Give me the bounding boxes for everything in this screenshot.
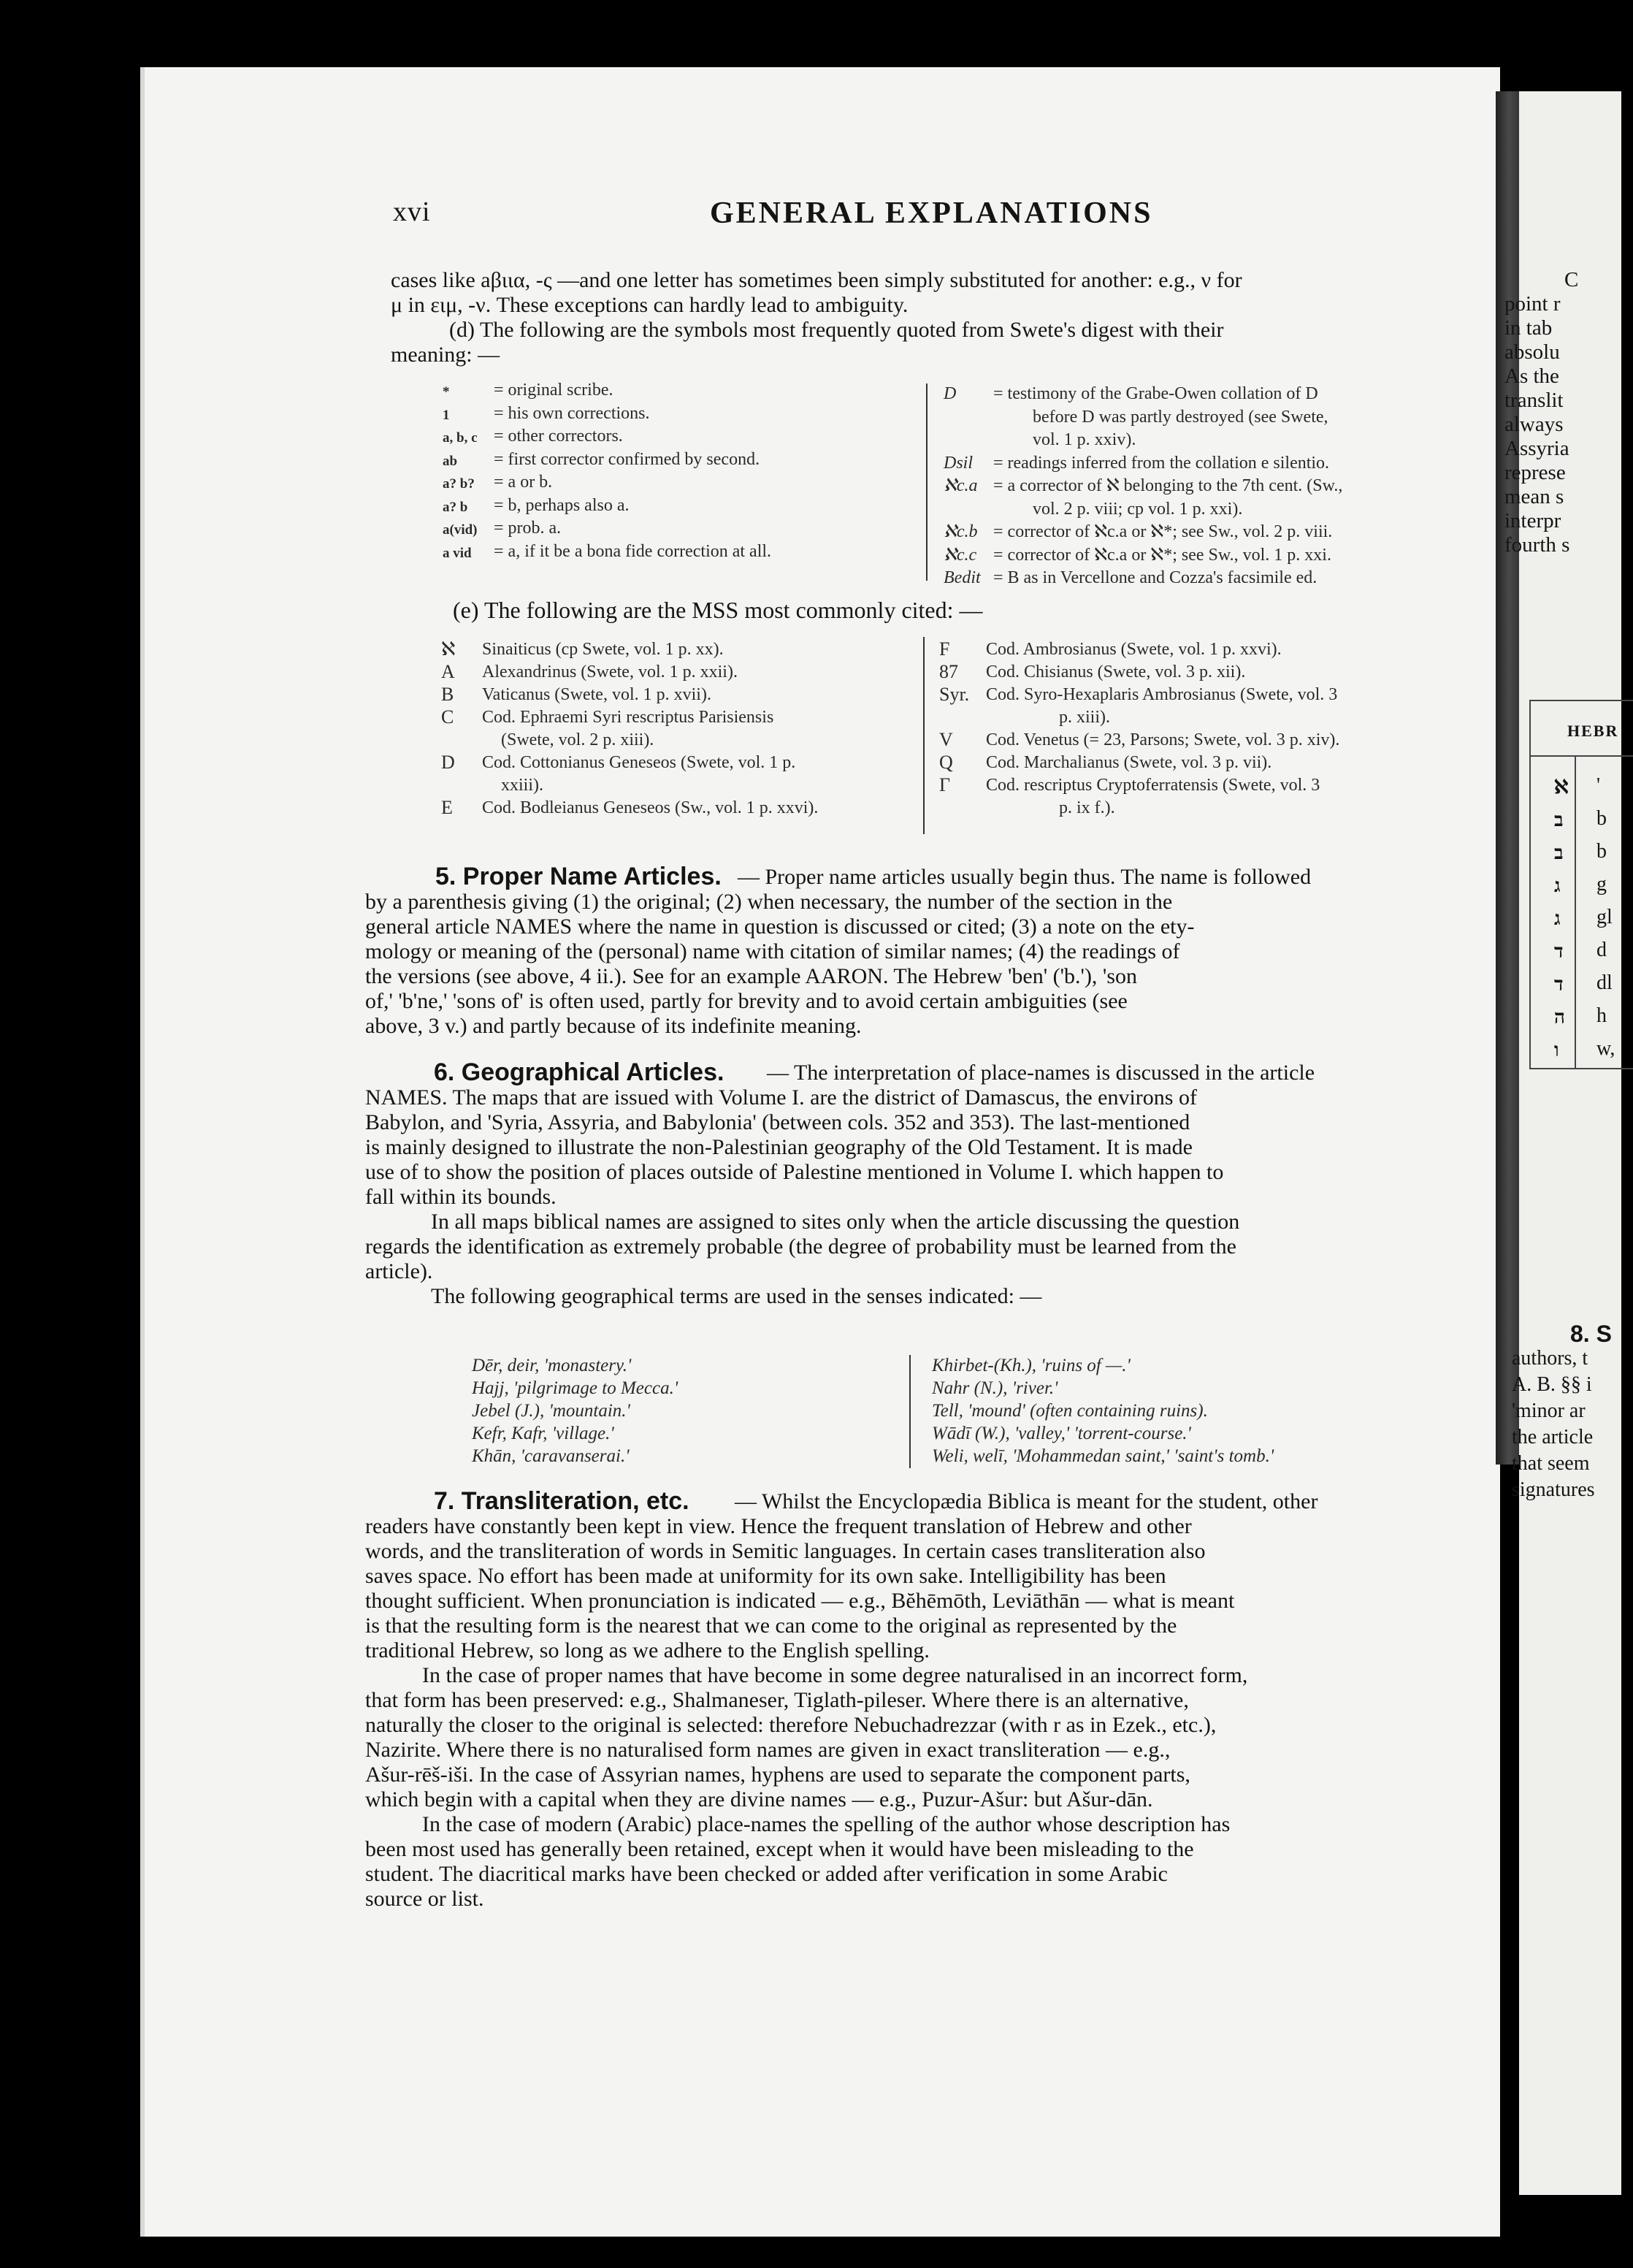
next-page-table-header: HEBR: [1567, 722, 1619, 740]
geo-term: Dēr, deir, 'monastery.': [472, 1356, 632, 1375]
symbol-meaning: = b, perhaps also a.: [494, 495, 630, 515]
symbols-column-divider: [926, 383, 928, 581]
symbol-meaning: = other correctors.: [494, 427, 623, 446]
ms-description: Alexandrinus (Swete, vol. 1 p. xxii).: [482, 663, 738, 681]
section-geographical-text-line: use of to show the position of places outside of Palestine mentioned in Volume I. which happen to: [365, 1160, 1224, 1184]
ms-description: Vaticanus (Swete, vol. 1 p. xvii).: [482, 685, 711, 704]
section-proper-names-text-line: general article NAMES where the name in question is discussed or cited; (3) a note on the ety-: [365, 915, 1195, 939]
ms-siglum: F: [939, 638, 950, 660]
symbol-meaning: = prob. a.: [494, 519, 562, 538]
ms-description: Sinaiticus (cp Swete, vol. 1 p. xx).: [482, 640, 724, 659]
page-number: xvi: [393, 196, 431, 227]
section-geographical-text-line: Babylon, and 'Syria, Assyria, and Babylonia' (between cols. 352 and 353). The last-mentioned: [365, 1110, 1190, 1134]
transliteration-value: g: [1596, 873, 1607, 896]
section-transliteration-text-line: is that the resulting form is the nearest that we can come to the original as represented by the: [365, 1614, 1177, 1638]
ms-description: Cod. Bodleianus Geneseos (Sw., vol. 1 p. xxvi).: [482, 798, 819, 817]
section-geographical-text-line: fall within its bounds.: [365, 1185, 557, 1209]
hebrew-letter: ד: [1554, 974, 1564, 995]
ms-description: Cod. Venetus (= 23, Parsons; Swete, vol. 3 p. xiv).: [986, 730, 1340, 749]
ms-description: Cod. Ephraemi Syri rescriptus Parisiensis: [482, 708, 774, 727]
symbol-meaning: before D was partly destroyed (see Swete,: [1033, 407, 1328, 427]
symbol-meaning: = B as in Vercellone and Cozza's facsimile ed.: [993, 568, 1318, 587]
symbol-meaning: = testimony of the Grabe-Owen collation of D: [993, 384, 1318, 403]
symbol-meaning: = first corrector confirmed by second.: [494, 449, 760, 469]
transliteration-value: d: [1596, 939, 1607, 961]
geo-term: Wādī (W.), 'valley,' 'torrent-course.': [932, 1424, 1191, 1443]
hebrew-letter: ג: [1554, 875, 1561, 896]
ms-description: (Swete, vol. 2 p. xiii).: [501, 730, 654, 749]
ms-siglum: ℵ: [441, 638, 456, 660]
body-text-line: meaning: —: [391, 343, 500, 367]
section-transliteration-text-line: — Whilst the Encyclopædia Biblica is meant for the student, other: [735, 1489, 1318, 1513]
ms-siglum: V: [939, 729, 953, 750]
section-proper-names-text-line: — Proper name articles usually begin thus. The name is followed: [738, 865, 1312, 889]
section-geographical-text-line: article).: [365, 1259, 433, 1283]
geo-column-divider: [909, 1355, 911, 1468]
section-transliteration-text-line: naturally the closer to the original is selected: therefore Nebuchadrezzar (with r as in Ezek., etc.),: [365, 1713, 1217, 1737]
next-page-text: always: [1504, 413, 1564, 436]
ms-siglum: 87: [939, 661, 958, 682]
next-page-text: the article: [1512, 1426, 1594, 1448]
symbol-key: ab: [443, 453, 458, 469]
next-page-text: point r: [1504, 292, 1561, 316]
geo-term: Khirbet-(Kh.), 'ruins of —.': [932, 1356, 1131, 1375]
symbol-key: *: [443, 384, 450, 400]
ms-description: Cod. Marchalianus (Swete, vol. 3 p. vii).: [986, 753, 1272, 772]
ms-description: Cod. Chisianus (Swete, vol. 3 p. xii).: [986, 663, 1246, 681]
section-transliteration-heading: 7. Transliteration, etc.: [434, 1487, 689, 1515]
ms-siglum: Q: [939, 752, 953, 773]
section-transliteration-text-line: saves space. No effort has been made at uniformity for its own sake. Intelligibility has been: [365, 1564, 1166, 1588]
geo-term: Kefr, Kafr, 'village.': [472, 1424, 614, 1443]
ms-description: Cod. rescriptus Cryptoferratensis (Swete, vol. 3: [986, 776, 1320, 795]
symbol-meaning: vol. 2 p. viii; cp vol. 1 p. xxi).: [1033, 499, 1243, 519]
next-page-text: A. B. §§ i: [1512, 1373, 1592, 1396]
section-transliteration-text-line: traditional Hebrew, so long as we adhere to the English spelling.: [365, 1638, 930, 1662]
section-transliteration-text-line: thought sufficient. When pronunciation is indicated — e.g., Bĕhēmōth, Leviāthān — what is meant: [365, 1589, 1235, 1613]
ms-description: p. xiii).: [1059, 708, 1110, 727]
symbol-key: Bedit: [944, 568, 981, 587]
section-geographical-text-line: In all maps biblical names are assigned to sites only when the article discussing the question: [431, 1210, 1240, 1234]
ms-description: Cod. Ambrosianus (Swete, vol. 1 p. xxvi).: [986, 640, 1282, 659]
next-page-text: in tab: [1504, 316, 1553, 340]
section-transliteration-text-line: which begin with a capital when they are divine names — e.g., Puzur-Ašur: but Ašur-dān.: [365, 1787, 1153, 1811]
section-proper-names-text-line: mology or meaning of the (personal) name with citation of similar names; (4) the readings of: [365, 939, 1180, 963]
section-transliteration-text-line: readers have constantly been kept in view. Hence the frequent translation of Hebrew and other: [365, 1514, 1192, 1538]
ms-siglum: A: [441, 661, 455, 682]
hebrew-letter: ב: [1554, 842, 1564, 863]
next-page-table: [1529, 700, 1633, 1069]
body-text-line: μ in ειμ, -ν. These exceptions can hardly lead to ambiguity.: [391, 293, 909, 317]
mss-column-divider: [923, 637, 925, 834]
ms-siglum: Γ: [939, 774, 951, 795]
symbol-key: Dsil: [944, 453, 974, 473]
geo-term: Jebel (J.), 'mountain.': [472, 1401, 630, 1421]
ms-siglum: E: [441, 797, 453, 818]
body-text-line: (d) The following are the symbols most frequently quoted from Swete's digest with their: [449, 318, 1224, 342]
next-page-text: signatures: [1512, 1478, 1595, 1501]
symbol-meaning: = a, if it be a bona fide correction at all.: [494, 541, 772, 561]
ms-siglum: C: [441, 706, 454, 728]
symbol-meaning: = a corrector of ℵ belonging to the 7th cent. (Sw.,: [993, 476, 1343, 495]
next-page-table-header-row: [1531, 701, 1633, 757]
next-page-text: As the: [1504, 364, 1559, 388]
hebrew-letter: ב: [1554, 809, 1564, 831]
section-transliteration-text-line: been most used has generally been retained, except when it would have been misleading to the: [365, 1837, 1194, 1861]
hebrew-letter: ג: [1554, 908, 1561, 929]
section-transliteration-text-line: source or list.: [365, 1887, 484, 1911]
geo-term: Hajj, 'pilgrimage to Mecca.': [472, 1378, 678, 1398]
hebrew-letter: ℵ: [1554, 776, 1569, 798]
next-page-text: 'minor ar: [1512, 1400, 1586, 1422]
next-page-text: interpr: [1504, 509, 1561, 532]
ms-siglum: Syr.: [939, 684, 970, 705]
transliteration-value: dl: [1596, 971, 1613, 994]
transliteration-value: gl: [1596, 906, 1613, 928]
section-transliteration-text-line: In the case of proper names that have become in some degree naturalised in an incorrect form,: [422, 1663, 1248, 1687]
body-text-line: cases like aβιια, -ς —and one letter has sometimes been simply substituted for another: e.g., ν for: [391, 268, 1242, 292]
ms-description: Cod. Cottonianus Geneseos (Swete, vol. 1 p.: [482, 753, 796, 772]
symbol-key: a? b: [443, 499, 468, 515]
transliteration-value: h: [1596, 1004, 1607, 1027]
symbol-meaning: = corrector of ℵc.a or ℵ*; see Sw., vol. 2 p. viii.: [993, 522, 1333, 541]
next-page-text: fourth s: [1504, 533, 1570, 557]
section-transliteration-text-line: Nazirite. Where there is no naturalised form names are given in exact transliteration — e.g.,: [365, 1738, 1171, 1762]
section-geographical-text-line: regards the identification as extremely probable (the degree of probability must be learned from the: [365, 1234, 1236, 1259]
next-page-text: absolu: [1504, 340, 1560, 364]
next-page-text: mean s: [1504, 485, 1564, 508]
symbol-meaning: = his own corrections.: [494, 403, 650, 423]
symbol-meaning: = readings inferred from the collation e silentio.: [993, 453, 1330, 473]
section-proper-names-text-line: by a parenthesis giving (1) the original; (2) when necessary, the number of the section in the: [365, 890, 1173, 914]
ms-siglum: B: [441, 684, 454, 705]
transliteration-value: w,: [1596, 1037, 1615, 1060]
section-transliteration-text-line: Ašur-rēš-iši. In the case of Assyrian names, hyphens are used to separate the component parts,: [365, 1763, 1190, 1787]
section-geographical-text-line: — The interpretation of place-names is discussed in the article: [767, 1061, 1315, 1085]
running-title: GENERAL EXPLANATIONS: [710, 196, 1153, 230]
symbol-meaning: vol. 1 p. xxiv).: [1033, 430, 1136, 449]
symbol-key: ℵc.b: [944, 522, 978, 541]
geo-term: Weli, welī, 'Mohammedan saint,' 'saint's tomb.': [932, 1446, 1274, 1466]
next-page-table-divider: [1575, 755, 1576, 1068]
section-transliteration-text-line: In the case of modern (Arabic) place-names the spelling of the author whose description has: [422, 1812, 1231, 1836]
section-proper-names-heading: 5. Proper Name Articles.: [435, 863, 722, 890]
section-geographical-text-line: NAMES. The maps that are issued with Volume I. are the district of Damascus, the environs of: [365, 1085, 1197, 1110]
section-proper-names-text-line: the versions (see above, 4 ii.). See for an example AARON. The Hebrew 'ben' ('b.'), 'son: [365, 964, 1138, 988]
next-page-text: represe: [1504, 461, 1566, 484]
section-geographical-heading: 6. Geographical Articles.: [434, 1058, 724, 1086]
mss-heading: (e) The following are the MSS most commonly cited: —: [453, 597, 983, 623]
hebrew-letter: ד: [1554, 941, 1564, 962]
next-page-text: translit: [1504, 389, 1564, 412]
transliteration-value: ': [1596, 774, 1601, 797]
section-geographical-text-line: The following geographical terms are used in the senses indicated: —: [431, 1284, 1042, 1308]
ms-description: xxiii).: [501, 776, 543, 795]
section-transliteration-text-line: student. The diacritical marks have been checked or added after verification in some Arabic: [365, 1862, 1168, 1886]
symbol-key: D: [944, 384, 957, 403]
symbol-meaning: = original scribe.: [494, 381, 613, 400]
section-proper-names-text-line: of,' 'b'ne,' 'sons of' is often used, partly for brevity and to avoid certain ambiguities (see: [365, 989, 1128, 1013]
symbol-meaning: = a or b.: [494, 473, 553, 492]
ms-description: p. ix f.).: [1059, 798, 1115, 817]
next-page-text: authors, t: [1512, 1347, 1588, 1370]
symbol-key: a, b, c: [443, 430, 478, 446]
section-geographical-text-line: is mainly designed to illustrate the non-Palestinian geography of the Old Testament. It is made: [365, 1135, 1193, 1159]
transliteration-value: b: [1596, 840, 1607, 863]
symbol-key: a(vid): [443, 522, 478, 538]
symbol-key: ℵc.a: [944, 476, 978, 495]
ms-description: Cod. Syro-Hexaplaris Ambrosianus (Swete, vol. 3: [986, 685, 1338, 704]
hebrew-letter: ו: [1554, 1039, 1559, 1061]
symbol-key: a? b?: [443, 476, 475, 492]
section-transliteration-text-line: words, and the transliteration of words in Semitic languages. In certain cases transliteration also: [365, 1539, 1206, 1563]
ms-siglum: D: [441, 752, 455, 773]
symbol-key: 1: [443, 407, 450, 423]
geo-term: Tell, 'mound' (often containing ruins).: [932, 1401, 1208, 1421]
symbol-key: ℵc.c: [944, 545, 977, 565]
next-page-text: C: [1564, 268, 1579, 291]
geo-term: Nahr (N.), 'river.': [932, 1378, 1058, 1398]
next-page-text: 8. S: [1570, 1321, 1612, 1347]
transliteration-value: b: [1596, 807, 1607, 830]
symbol-meaning: = corrector of ℵc.a or ℵ*; see Sw., vol. 1 p. xxi.: [993, 545, 1331, 565]
section-proper-names-text-line: above, 3 v.) and partly because of its indefinite meaning.: [365, 1014, 862, 1038]
next-page-text: Assyria: [1504, 437, 1569, 460]
symbol-key: a vid: [443, 545, 472, 561]
next-page-text: that seem: [1512, 1452, 1590, 1475]
hebrew-letter: ה: [1554, 1007, 1565, 1028]
geo-term: Khān, 'caravanserai.': [472, 1446, 630, 1466]
section-transliteration-text-line: that form has been preserved: e.g., Shalmaneser, Tiglath-pileser. Where there is an alternative,: [365, 1688, 1189, 1712]
